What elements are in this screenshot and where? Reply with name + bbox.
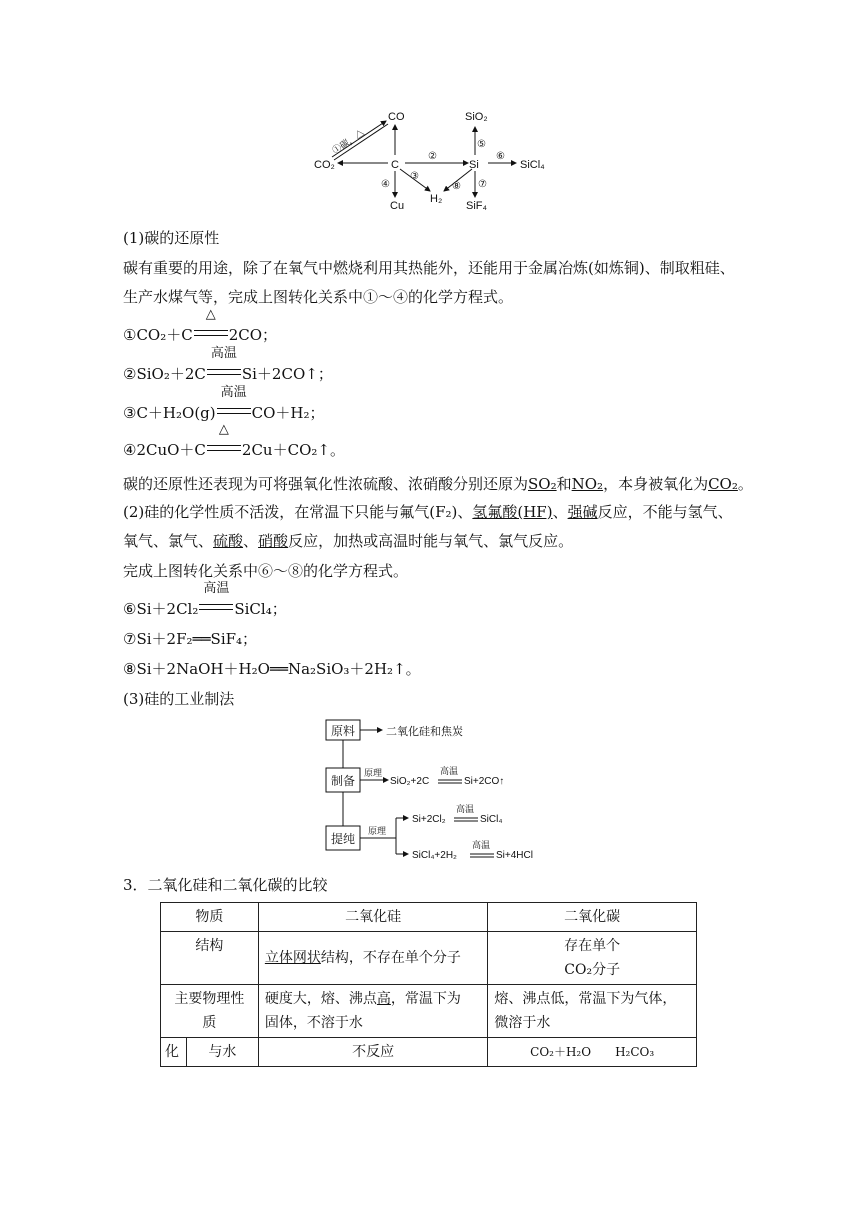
edge-label-8: ⑧ — [452, 181, 461, 192]
prep-eq-right: Si+2CO↑ — [464, 776, 505, 787]
table-row — [161, 903, 697, 932]
co2-structure: 存在单个 CO₂分子 — [488, 932, 697, 985]
row-label-physical: 主要物理性 质 — [161, 985, 259, 1038]
section2-para-2: 氧气、氯气、硫酸、硝酸反应，加热或高温时能与氧气、氯气反应。 — [123, 532, 574, 550]
section1-para-2: 生产水煤气等，完成上图转化关系中①～④的化学方程式。 — [123, 288, 514, 306]
industrial-silicon-flowchart — [322, 716, 552, 866]
edge-label-2: ② — [428, 151, 437, 162]
section1-heading: (1)碳的还原性 — [123, 229, 220, 247]
row-label-water: 与水 — [186, 1038, 258, 1067]
co2-physical: 熔、沸点低，常温下为气体， 微溶于水 — [488, 985, 697, 1038]
reduction-sentence: 碳的还原性还表现为可将强氧化性浓硫酸、浓硝酸分别还原为SO₂和NO₂，本身被氧化为CO₂。 — [123, 475, 753, 493]
section1-para-1: 碳有重要的用途，除了在氧气中燃烧利用其热能外，还能用于金属冶炼(如炼铜)、制取粗硅、 — [123, 259, 735, 277]
purify-eq1-cond: 高温 — [456, 804, 475, 814]
header-co2: 二氧化碳 — [488, 903, 697, 932]
node-co: CO — [388, 111, 405, 123]
equation-6: ⑥Si＋2Cl₂ 高温 SiCl₄； — [123, 581, 287, 618]
node-sif4: SiF₄ — [466, 200, 487, 212]
purify-eq2-cond: 高温 — [472, 840, 491, 850]
row-label-structure: 结构 — [161, 932, 259, 985]
edge-label-4: ④ — [381, 179, 390, 190]
node-sio2: SiO₂ — [465, 111, 488, 123]
edge-label-1: ①碳，△ — [330, 127, 367, 156]
table-row — [161, 1038, 697, 1067]
svg-text:提纯: 提纯 — [331, 832, 356, 846]
equation-7: ⑦Si＋2F₂══SiF₄； — [123, 630, 258, 648]
node-si: Si — [469, 159, 479, 171]
equation-8: ⑧Si＋2NaOH＋H₂O══Na₂SiO₃＋2H₂↑。 — [123, 660, 421, 678]
raw-material-text: 二氧化硅和焦炭 — [386, 726, 463, 738]
section2-para-3: 完成上图转化关系中⑥～⑧的化学方程式。 — [123, 562, 409, 580]
equation-2: ②SiO₂＋2C 高温 Si＋2CO↑； — [123, 346, 333, 383]
purify-eq1-right: SiCl₄ — [480, 814, 503, 825]
sio2-structure: 立体网状结构，不存在单个分子 — [258, 932, 488, 985]
edge-label-6: ⑥ — [496, 151, 505, 162]
edge-label-3: ③ — [410, 171, 419, 182]
prep-eq-left: SiO₂+2C — [390, 776, 430, 787]
sio2-physical: 硬度大，熔、沸点高，常温下为 固体，不溶于水 — [258, 985, 488, 1038]
header-substance: 物质 — [161, 903, 259, 932]
header-sio2: 二氧化硅 — [258, 903, 488, 932]
node-h2: H₂ — [430, 193, 443, 205]
table-row — [161, 985, 697, 1038]
svg-text:制备: 制备 — [331, 774, 356, 788]
svg-text:原料: 原料 — [331, 724, 356, 738]
sio2-water: 不反应 — [258, 1038, 488, 1067]
node-c: C — [391, 159, 399, 171]
prep-eq-cond: 高温 — [440, 766, 459, 776]
purify-principle-label: 原理 — [368, 826, 387, 836]
edge-label-5: ⑤ — [477, 139, 486, 150]
prep-principle-label: 原理 — [364, 768, 383, 778]
purify-eq1-left: Si+2Cl₂ — [412, 814, 446, 825]
purify-eq2-left: SiCl₄+2H₂ — [412, 850, 457, 861]
row-label-chemical: 化 — [161, 1038, 187, 1067]
edge-label-7: ⑦ — [478, 179, 487, 190]
node-cu: Cu — [390, 200, 405, 212]
equation-4: ④2CuO＋C △ 2Cu＋CO₂↑。 — [123, 422, 345, 459]
comparison-table — [160, 902, 697, 1067]
co2-water: CO₂＋H₂O H₂CO₃ — [488, 1038, 697, 1067]
section3-heading: (3)硅的工业制法 — [123, 690, 235, 708]
node-co2: CO₂ — [314, 159, 335, 171]
equation-3: ③C＋H₂O(g) 高温 CO＋H₂； — [123, 385, 325, 422]
equation-1: ①CO₂＋C △ 2CO； — [123, 307, 278, 344]
purify-eq2-right: Si+4HCl — [496, 850, 533, 861]
node-sicl4: SiCl₄ — [520, 159, 545, 171]
compare-heading: 3．二氧化硅和二氧化碳的比较 — [123, 876, 328, 894]
section2-para-1: (2)硅的化学性质不活泼，在常温下只能与氟气(F₂)、氢氟酸(HF)、强碱反应，不能与氢气、 — [123, 503, 733, 521]
table-row — [161, 932, 697, 985]
carbon-silicon-conversion-diagram — [310, 105, 560, 215]
